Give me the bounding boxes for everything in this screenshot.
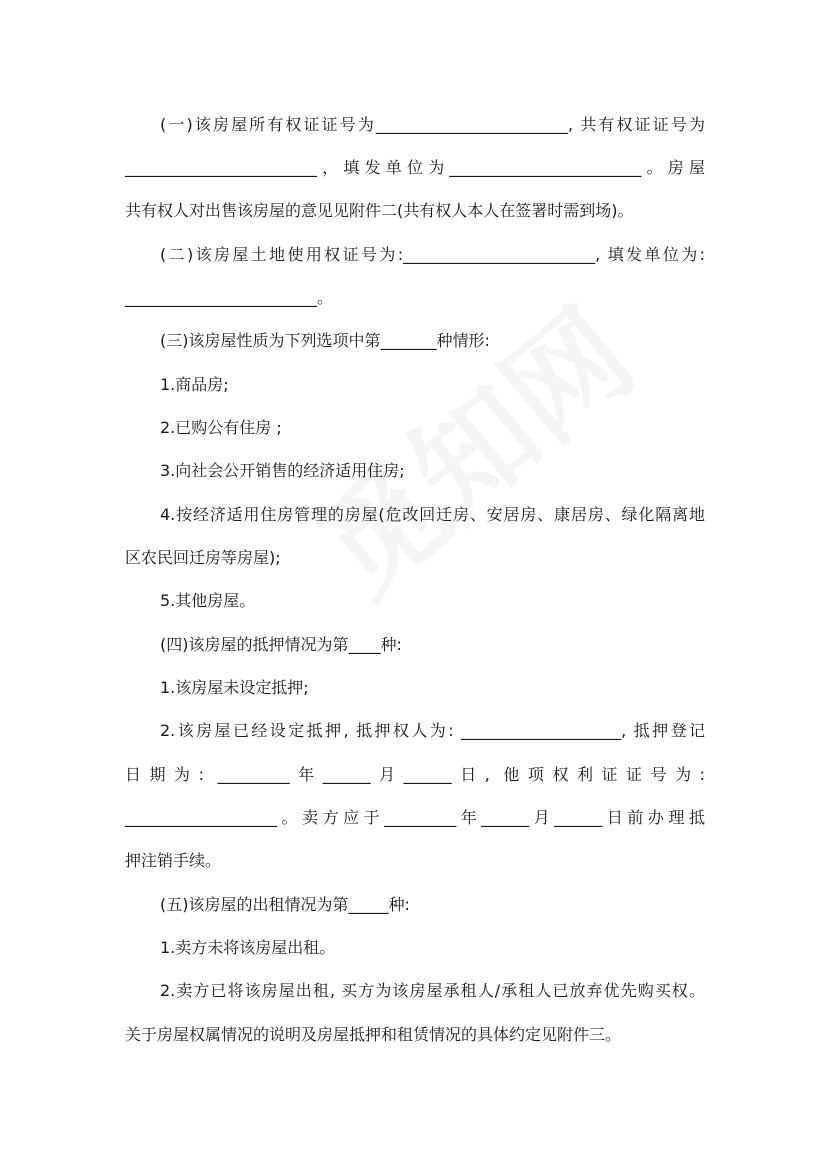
clause-3-heading: (三)该房屋性质为下列选项中第_______种情形: (160, 331, 490, 350)
clause-3-option-1: 1.商品房; (160, 375, 229, 394)
clause-5-heading: (五)该房屋的出租情况为第_____种: (160, 895, 410, 914)
clause-4-option-2-line-1: 2.该房屋已经设定抵押, 抵押权人为: ____________________, 抵押登记 (160, 721, 705, 740)
clause-3-option-3: 3.向社会公开销售的经济适用住房; (160, 461, 405, 480)
clause-4-option-2-line-4: 押注销手续。 (125, 851, 222, 870)
clause-3-option-4-line-1: 4.按经济适用住房管理的房屋(危改回迁房、安居房、康居房、绿化隔离地 (160, 505, 705, 524)
clause-1-line-1: (一)该房屋所有权证证号为________________________, 共有权证证号为 (160, 115, 705, 134)
clause-3-option-4-line-2: 区农民回迁房等房屋); (125, 548, 281, 567)
clause-2-line-1: (二)该房屋土地使用权证号为:________________________, 填发单位为: (160, 245, 705, 264)
clause-4-option-1: 1.该房屋未设定抵押; (160, 678, 309, 697)
summary-line: 关于房屋权属情况的说明及房屋抵押和租赁情况的具体约定见附件三。 (125, 1025, 622, 1044)
clause-4-heading: (四)该房屋的抵押情况为第____种: (160, 635, 402, 654)
clause-5-option-1: 1.卖方未将该房屋出租。 (160, 938, 336, 957)
clause-3-option-5: 5.其他房屋。 (160, 591, 256, 610)
clause-1-line-3: 共有权人对出售该房屋的意见见附件二(共有权人本人在签署时需到场)。 (125, 201, 634, 220)
clause-3-option-2: 2.已购公有住房 ; (160, 418, 282, 437)
clause-5-option-2: 2.卖方已将该房屋出租, 买方为该房屋承租人/承租人已放弃优先购买权。 (160, 981, 705, 1000)
watermark (277, 264, 663, 627)
clause-4-option-2-line-2: 日期为: _________年______月______日, 他项权利证证号为: (125, 765, 705, 784)
clause-1-line-2: ________________________，填发单位为________________________。房屋 (125, 158, 705, 177)
clause-4-option-2-line-3: ___________________。卖方应于_________年______月______日前办理抵 (125, 808, 705, 827)
clause-2-line-2: ________________________。 (125, 288, 334, 307)
